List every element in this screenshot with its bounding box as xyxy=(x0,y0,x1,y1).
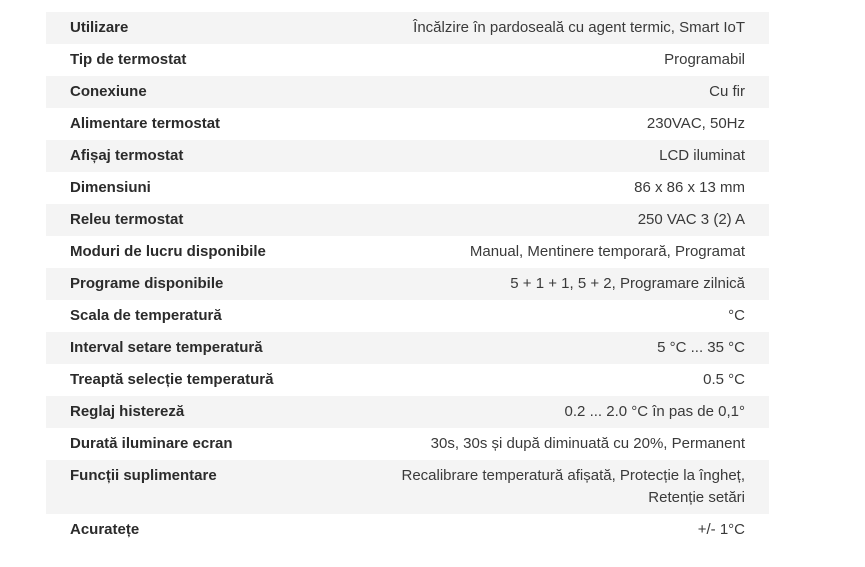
spec-value: 5 + 1 + 1, 5 + 2, Programare zilnică xyxy=(344,268,769,300)
spec-value: Recalibrare temperatură afișată, Protecție la îngheț, Retenție setări xyxy=(344,460,769,514)
table-row xyxy=(46,172,769,204)
spec-value: Programabil xyxy=(344,44,769,76)
table-row xyxy=(46,108,769,140)
table-row xyxy=(46,140,769,172)
spec-label: Conexiune xyxy=(46,76,344,108)
table-row xyxy=(46,76,769,108)
spec-label: Interval setare temperatură xyxy=(46,332,344,364)
table-row xyxy=(46,204,769,236)
spec-value: LCD iluminat xyxy=(344,140,769,172)
spec-value: 250 VAC 3 (2) A xyxy=(344,204,769,236)
spec-label: Treaptă selecție temperatură xyxy=(46,364,344,396)
spec-label: Programe disponibile xyxy=(46,268,344,300)
spec-label: Afișaj termostat xyxy=(46,140,344,172)
spec-label: Scala de temperatură xyxy=(46,300,344,332)
spec-value: 0.2 ... 2.0 °C în pas de 0,1° xyxy=(344,396,769,428)
table-row xyxy=(46,44,769,76)
table-row xyxy=(46,236,769,268)
spec-label: Dimensiuni xyxy=(46,172,344,204)
table-row xyxy=(46,300,769,332)
spec-label: Acuratețe xyxy=(46,514,344,546)
table-row xyxy=(46,460,769,514)
table-row xyxy=(46,396,769,428)
table-row xyxy=(46,332,769,364)
table-row xyxy=(46,12,769,44)
spec-value: 5 °C ... 35 °C xyxy=(344,332,769,364)
spec-value: +/- 1°C xyxy=(344,514,769,546)
spec-value: Manual, Mentinere temporară, Programat xyxy=(344,236,769,268)
spec-value: 86 x 86 x 13 mm xyxy=(344,172,769,204)
spec-label: Funcții suplimentare xyxy=(46,460,344,514)
spec-value: 0.5 °C xyxy=(344,364,769,396)
spec-label: Alimentare termostat xyxy=(46,108,344,140)
spec-label: Releu termostat xyxy=(46,204,344,236)
table-row xyxy=(46,514,769,546)
spec-value: Încălzire în pardoseală cu agent termic, Smart IoT xyxy=(344,12,769,44)
table-row xyxy=(46,428,769,460)
table-row xyxy=(46,364,769,396)
table-row xyxy=(46,268,769,300)
spec-value: 30s, 30s și după diminuată cu 20%, Permanent xyxy=(344,428,769,460)
spec-label: Moduri de lucru disponibile xyxy=(46,236,344,268)
specifications-table xyxy=(46,12,769,546)
spec-value: °C xyxy=(344,300,769,332)
spec-label: Durată iluminare ecran xyxy=(46,428,344,460)
spec-value: Cu fir xyxy=(344,76,769,108)
spec-value: 230VAC, 50Hz xyxy=(344,108,769,140)
spec-label: Utilizare xyxy=(46,12,344,44)
spec-label: Reglaj histereză xyxy=(46,396,344,428)
spec-label: Tip de termostat xyxy=(46,44,344,76)
